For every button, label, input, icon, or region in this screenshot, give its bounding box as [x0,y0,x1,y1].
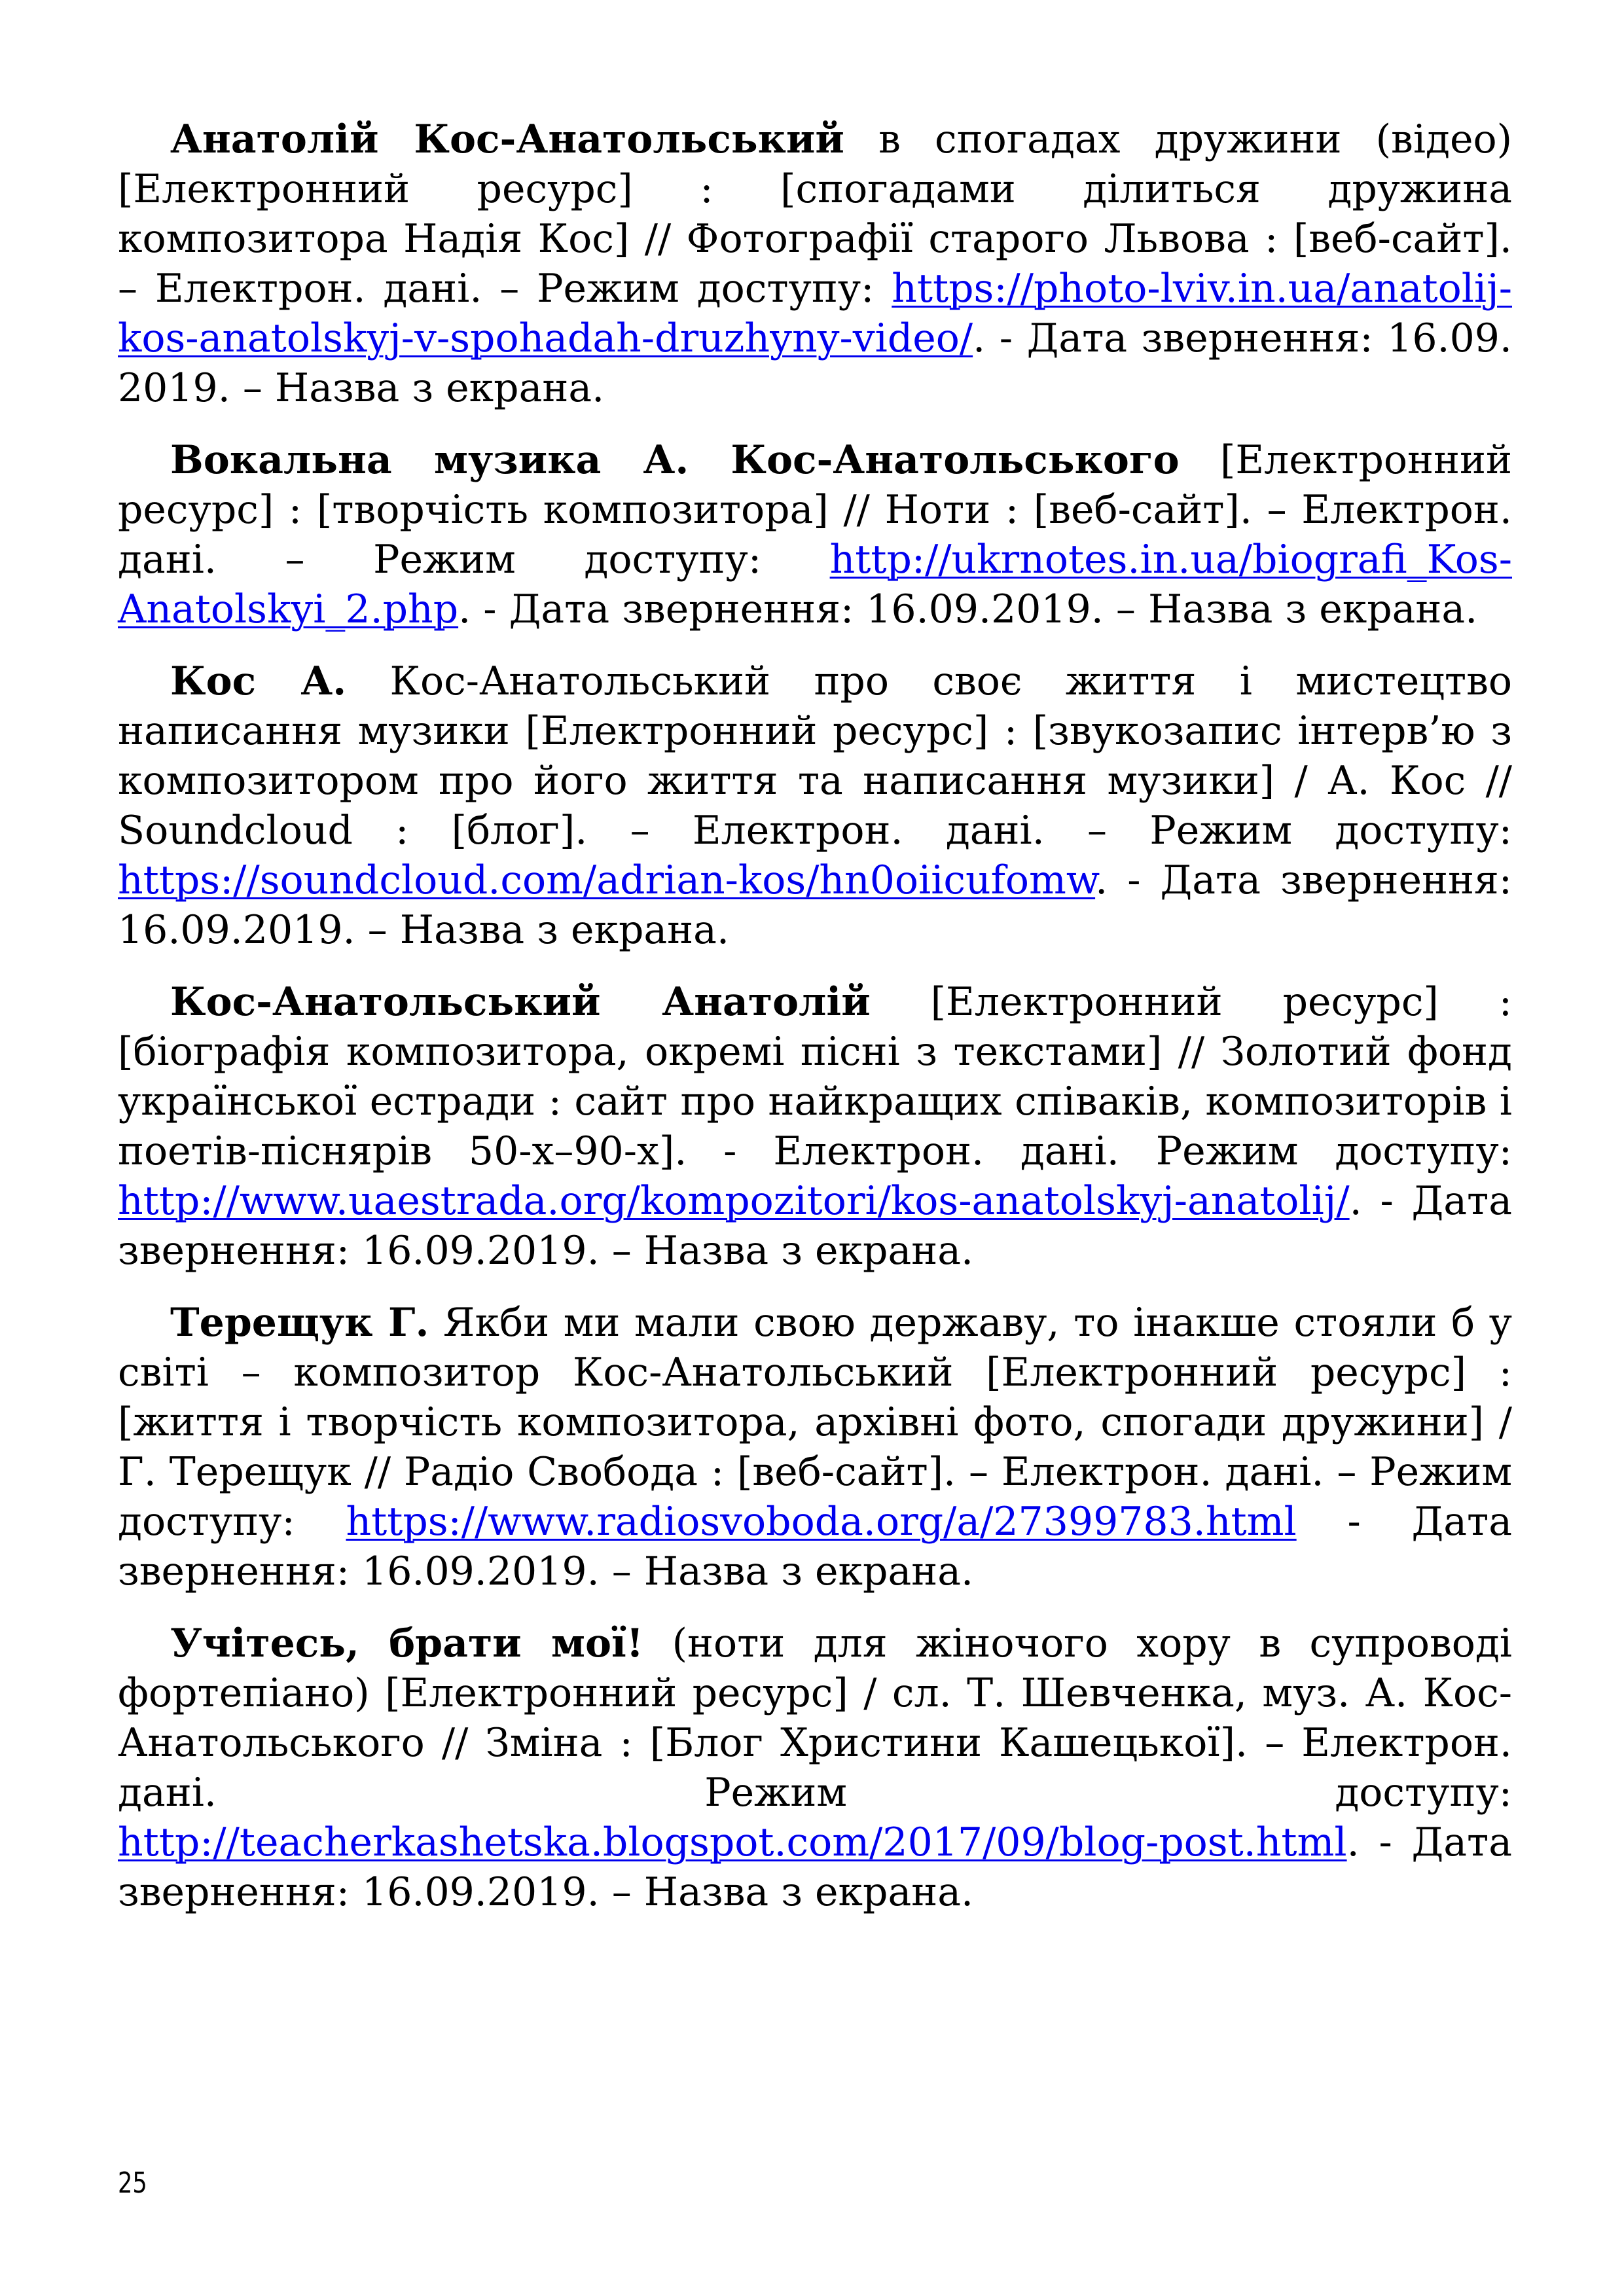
bibliography-entry-2 [118,435,1512,634]
entry-link[interactable]: http://www.uaestrada.org/kompozitori/kos-anatolskyj-anatolij/ [118,1178,1350,1224]
entry-title: Учітесь, брати мої! [170,1621,644,1666]
entry-title: Вокальна музика А. Кос-Анатольського [170,437,1180,483]
entry-description: Кос-Анатольський про своє життя і мистецтво написання музики [Електронний ресурс] : [звукозапис інтерв’ю з композитором про його життя та написання музики] / А. Кос // Soundcloud : [блог]. – Електрон. дані. – Режим доступу: [118,658,1512,853]
entry-title: Терещук Г. [170,1300,429,1346]
entry-description: в спогадах дружини (відео) [Електронний ресурс] : [спогадами ділиться дружина композитора Надія Кос] // Фотографії старого Львова : [веб-сайт]. – Електрон. дані. – Режим доступу: [118,117,1512,312]
bibliography-entry-5 [118,1298,1512,1596]
entry-link[interactable]: http://ukrnotes.in.ua/biografi_Kos-Anatolskyi_2.php [118,537,1512,632]
entry-description: (ноти для жіночого хору в супроводі фортепіано) [Електронний ресурс] / сл. Т. Шевченка, муз. А. Кос-Анатольського // Зміна : [Блог Христини Кашецької]. – Електрон. дані. Режим доступу: [118,1621,1512,1816]
entry-access-date: - Дата звернення: 16.09.2019. – Назва з екрана. [118,1499,1513,1594]
bibliography-entry-6 [118,1619,1512,1917]
entry-access-date: . - Дата звернення: 16.09. 2019. – Назва з екрана. [118,315,1512,411]
bibliography-list [118,115,1512,1939]
entry-access-date: . - Дата звернення: 16.09.2019. – Назва з екрана. [118,1820,1512,1915]
entry-link[interactable]: https://www.radiosvoboda.org/a/27399783.html [346,1499,1297,1545]
entry-description: Якби ми мали свою державу, то інакше стояли б у світі – композитор Кос-Анатольський [Електронний ресурс] : [життя і творчість композитора, архівні фото, спогади дружини] / Г. Терещук // Радіо Свобода : [веб-сайт]. – Електрон. дані. – Режим доступу: [118,1300,1512,1545]
entry-description: [Електронний ресурс] : [біографія композитора, окремі пісні з текстами] // Золотий фонд української естради : сайт про найкращих співаків, композиторів і поетів-піснярів 50-х–90-х]. - Електрон. дані. Режим доступу: [118,979,1512,1174]
entry-description: [Електронний ресурс] : [творчість композитора] // Ноти : [веб-сайт]. – Електрон. дані. – Режим доступу: [118,437,1512,583]
page-number: 25 [118,2166,147,2200]
entry-access-date: . - Дата звернення: 16.09.2019. – Назва з екрана. [118,1178,1512,1274]
entry-access-date: . - Дата звернення: 16.09.2019. – Назва з екрана. [118,857,1512,953]
entry-link[interactable]: https://photo-lviv.in.ua/anatolij-kos-anatolskyj-v-spohadah-druzhyny-video/ [118,266,1512,361]
bibliography-entry-4 [118,977,1512,1276]
bibliography-entry-3 [118,656,1512,955]
entry-title: Кос А. [170,658,347,704]
entry-link[interactable]: https://soundcloud.com/adrian-kos/hn0oiicufomw [118,857,1096,903]
entry-link[interactable]: http://teacherkashetska.blogspot.com/2017/09/blog-post.html [118,1820,1347,1865]
bibliography-entry-1 [118,115,1512,413]
entry-access-date: . - Дата звернення: 16.09.2019. – Назва з екрана. [458,586,1478,632]
entry-title: Анатолій Кос-Анатольський [170,117,844,162]
entry-title: Кос-Анатольський Анатолій [170,979,871,1025]
